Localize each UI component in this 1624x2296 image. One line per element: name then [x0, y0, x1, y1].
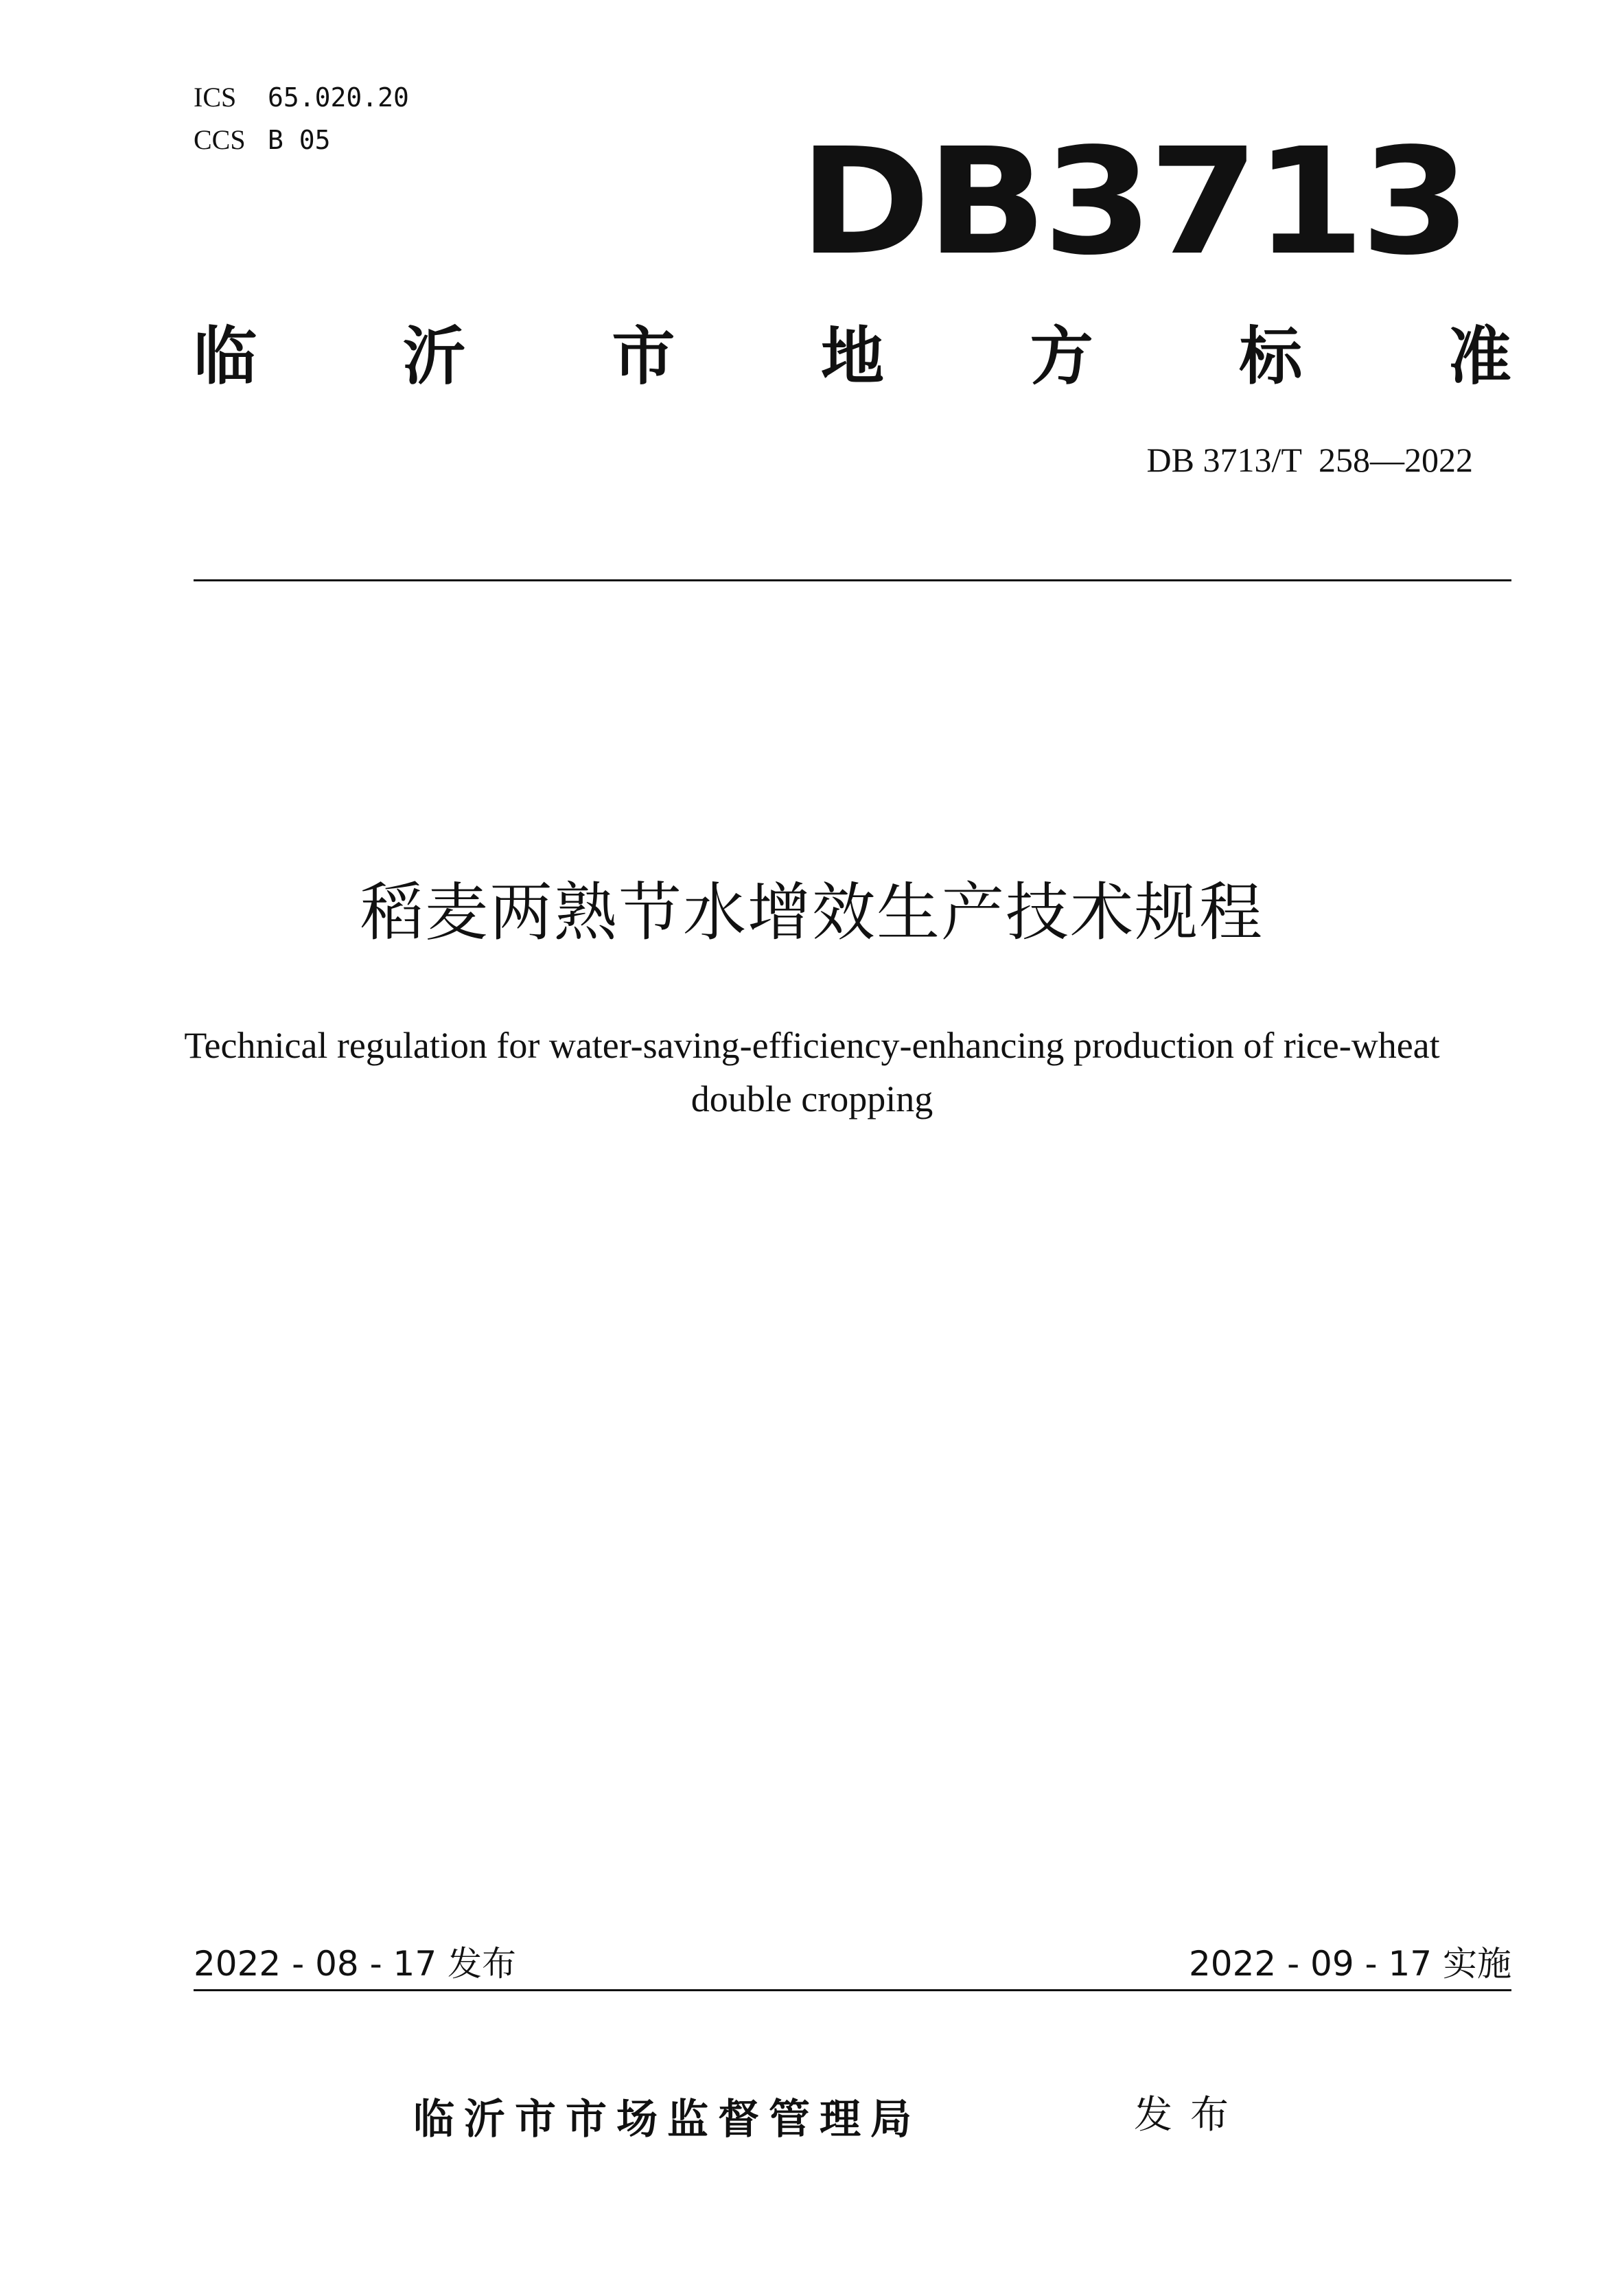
standard-type-heading	[194, 316, 1511, 398]
publish-date: 2022 - 08 - 17 发布	[194, 1944, 517, 1984]
ccs-line	[194, 124, 331, 157]
ccs-label: CCS	[194, 124, 246, 155]
standard-type-char: 市	[612, 320, 675, 393]
standard-type-char: 准	[1448, 320, 1511, 393]
ics-label: ICS	[194, 82, 237, 113]
standard-type-char: 标	[1239, 320, 1303, 393]
db-code-logo: DB3713	[798, 117, 1466, 288]
issue-label: 发布	[1134, 2093, 1246, 2137]
ccs-code: B 05	[268, 125, 331, 155]
ics-code: 65.020.20	[268, 82, 409, 113]
title-english: Technical regulation for water-saving-efficiency-enhancing production of rice-wheat double cropping	[184, 1025, 1440, 1120]
issuing-authority: 临沂市市场监督管理局	[413, 2096, 921, 2144]
title-chinese: 稻麦两熟节水增效生产技术规程	[360, 876, 1264, 949]
top-divider	[194, 579, 1511, 581]
implement-date: 2022 - 09 - 17 实施	[1188, 1944, 1511, 1984]
standard-type-char: 方	[1030, 320, 1093, 393]
ics-line	[194, 81, 409, 115]
bottom-divider	[194, 1989, 1511, 1991]
standard-number: DB 3713/T 258—2022	[1146, 441, 1473, 479]
standard-type-char: 临	[194, 320, 257, 393]
standard-type-char: 地	[820, 320, 884, 393]
standard-type-char: 沂	[402, 320, 466, 393]
